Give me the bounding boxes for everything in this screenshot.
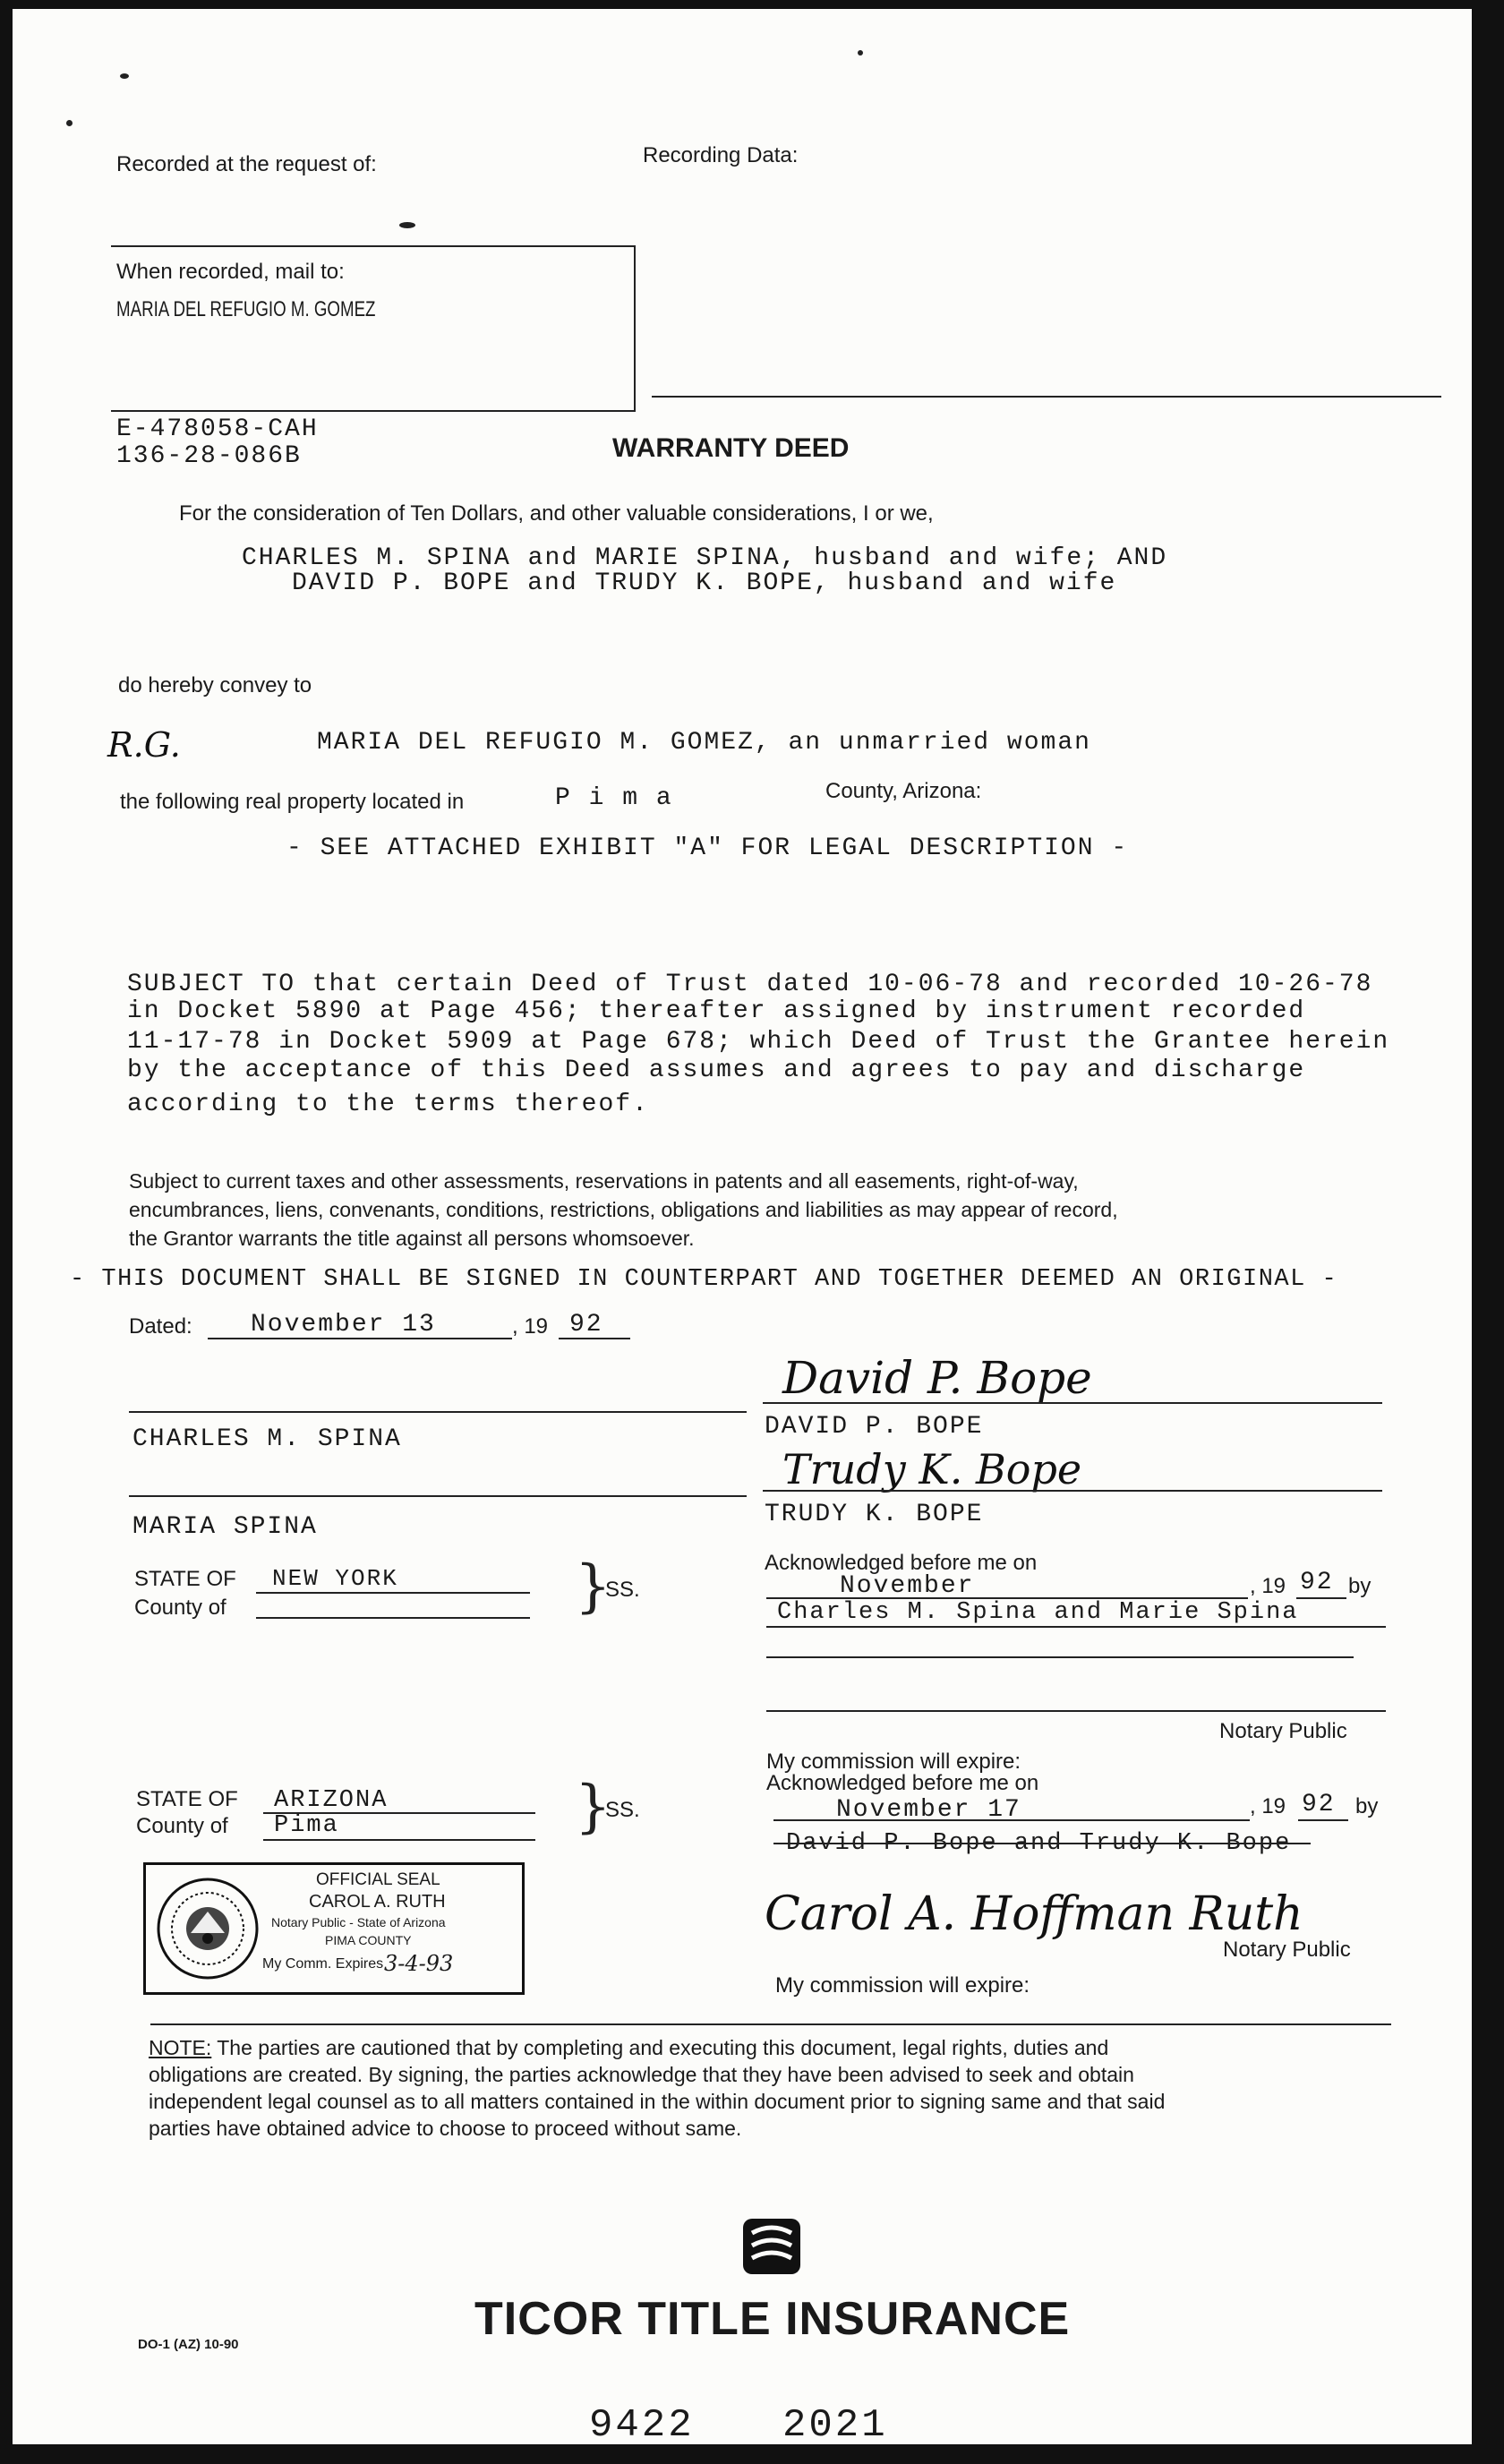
- commission-label-2: My commission will expire:: [775, 1973, 1030, 1998]
- document-title: WARRANTY DEED: [612, 433, 850, 463]
- mail-box-top-border: [111, 245, 636, 247]
- ack-parties-line-1: [766, 1626, 1386, 1628]
- ack-year-2: 92: [1302, 1791, 1336, 1818]
- notary-public-label-1: Notary Public: [1219, 1719, 1347, 1743]
- signature-line-david: [763, 1402, 1382, 1404]
- ack-month-1: November: [840, 1572, 975, 1600]
- ack-parties-1: Charles M. Spina and Marie Spina: [777, 1599, 1299, 1626]
- ack-parties-strike-2: [773, 1843, 1311, 1844]
- ss-bracket: }: [575, 1774, 611, 1840]
- grantor-initials: R.G.: [107, 725, 181, 765]
- county-value-az: Pima: [274, 1812, 339, 1839]
- file-number: E-478058-CAH: [116, 415, 319, 443]
- taxes-line: encumbrances, liens, convenants, conditions, restrictions, obligations and liabilities as may appear of record,: [129, 1198, 1118, 1221]
- signature-trudy-bope: Trudy K. Bope: [782, 1445, 1082, 1493]
- ack-label-2: Acknowledged before me on: [766, 1771, 1039, 1795]
- scan-speck: [66, 120, 73, 126]
- state-line-ny: [256, 1592, 530, 1594]
- seal-state-line: Notary Public - State of Arizona: [271, 1915, 446, 1929]
- ack-parties-2: David P. Bope and Trudy K. Bope: [786, 1830, 1292, 1857]
- signer-trudy-bope: TRUDY K. BOPE: [765, 1501, 984, 1528]
- counterpart-line: - THIS DOCUMENT SHALL BE SIGNED IN COUNTERPART AND TOGETHER DEEMED AN ORIGINAL -: [70, 1266, 1338, 1293]
- recording-data-line: [652, 396, 1441, 398]
- county-line-az: [263, 1839, 535, 1841]
- recorded-request-label: Recorded at the request of:: [116, 152, 377, 176]
- state-label-ny: STATE OF: [134, 1567, 236, 1591]
- form-code: DO-1 (AZ) 10-90: [138, 2337, 239, 2352]
- state-label-az: STATE OF: [136, 1787, 238, 1811]
- notary-signature: Carol A. Hoffman Ruth: [765, 1887, 1303, 1941]
- signature-line-trudy: [763, 1490, 1382, 1492]
- ack-century-1: , 19: [1250, 1574, 1286, 1598]
- ss-bracket: }: [575, 1553, 611, 1620]
- seal-county-line: PIMA COUNTY: [325, 1933, 412, 1947]
- ack-label-1: Acknowledged before me on: [765, 1551, 1038, 1575]
- mail-to-label: When recorded, mail to:: [116, 260, 345, 284]
- ack-year-line-2: [1298, 1819, 1348, 1821]
- county-line-ny: [256, 1617, 530, 1619]
- parcel-number: 136-28-086B: [116, 442, 302, 470]
- county-label-ny: County of: [134, 1596, 226, 1620]
- ack-year-1: 92: [1300, 1569, 1334, 1596]
- note-line: The parties are cautioned that by completing and executing this document, legal rights, duties and: [211, 2036, 1109, 2059]
- grantee-name: MARIA DEL REFUGIO M. GOMEZ, an unmarried woman: [317, 729, 1091, 757]
- grantors-line-2: DAVID P. BOPE and TRUDY K. BOPE, husband and wife: [292, 569, 1117, 597]
- ack-by-1: by: [1348, 1574, 1372, 1598]
- county-label-az: County of: [136, 1814, 228, 1838]
- signature-line-maria: [129, 1495, 747, 1497]
- company-name: TICOR TITLE INSURANCE: [474, 2293, 1071, 2345]
- state-value-az: ARIZONA: [274, 1787, 389, 1814]
- ss-label-ny: SS.: [605, 1578, 640, 1602]
- property-text: the following real property located in: [120, 790, 465, 814]
- ack-month-2: November 17: [836, 1796, 1021, 1824]
- note-divider: [150, 2023, 1391, 2025]
- taxes-line: Subject to current taxes and other assessments, reservations in patents and all easements, right-of-way,: [129, 1169, 1079, 1193]
- mail-box-right-border: [634, 245, 636, 410]
- grantors-line-1: CHARLES M. SPINA and MARIE SPINA, husband and wife; AND: [242, 544, 1168, 572]
- signature-david-bope: David P. Bope: [782, 1352, 1092, 1404]
- ack-by-2: by: [1355, 1794, 1379, 1818]
- mail-box-bottom-border: [111, 410, 636, 412]
- note-label: NOTE:: [149, 2036, 212, 2059]
- subject-line: by the acceptance of this Deed assumes and agrees to pay and discharge: [127, 1057, 1306, 1084]
- seal-title: OFFICIAL SEAL: [316, 1870, 440, 1889]
- mail-to-name: MARIA DEL REFUGIO M. GOMEZ: [116, 297, 376, 321]
- dated-date: November 13: [251, 1311, 436, 1339]
- convey-text: do hereby convey to: [118, 673, 312, 697]
- subject-line: according to the terms thereof.: [127, 1091, 649, 1118]
- note-paragraph: [149, 2034, 1165, 2142]
- county-name: P i m a: [555, 784, 673, 812]
- official-seal-stamp: [143, 1862, 525, 1995]
- ack-extra-line-1: [766, 1656, 1354, 1658]
- ticor-logo-icon: [739, 2215, 804, 2278]
- scan-speck: [399, 222, 415, 228]
- seal-expires-label: My Comm. Expires: [262, 1956, 384, 1972]
- page-number: 2021: [782, 2403, 888, 2444]
- subject-line: in Docket 5890 at Page 456; thereafter assigned by instrument recorded: [127, 997, 1306, 1025]
- scan-speck: [120, 73, 129, 79]
- arizona-seal-icon: [155, 1876, 261, 1981]
- notary-public-label-2: Notary Public: [1223, 1938, 1351, 1962]
- signer-david-bope: DAVID P. BOPE: [765, 1413, 984, 1441]
- scan-speck: [858, 50, 863, 56]
- note-line: parties have obtained advice to choose to proceed without same.: [149, 2117, 742, 2140]
- state-value-ny: NEW YORK: [272, 1565, 398, 1592]
- taxes-line: the Grantor warrants the title against all persons whomsoever.: [129, 1227, 695, 1250]
- docket-number: 9422: [589, 2403, 695, 2444]
- signer-charles-spina: CHARLES M. SPINA: [132, 1425, 402, 1453]
- ack-year-line-1: [1296, 1597, 1346, 1599]
- dated-century: , 19: [512, 1314, 549, 1339]
- exhibit-line: - SEE ATTACHED EXHIBIT "A" FOR LEGAL DESCRIPTION -: [286, 834, 1129, 862]
- subject-line: 11-17-78 in Docket 5909 at Page 678; which Deed of Trust the Grantee herein: [127, 1028, 1390, 1056]
- warranty-deed-page: [13, 9, 1472, 2444]
- county-suffix: County, Arizona:: [825, 779, 982, 803]
- notary-signature-line-1: [766, 1710, 1386, 1712]
- subject-line: SUBJECT TO that certain Deed of Trust dated 10-06-78 and recorded 10-26-78: [127, 971, 1373, 998]
- signer-maria-spina: MARIA SPINA: [132, 1513, 318, 1541]
- recording-data-label: Recording Data:: [643, 143, 799, 167]
- note-line: obligations are created. By signing, the parties acknowledge that they have been advised to seek and obtain: [149, 2063, 1134, 2086]
- dated-label: Dated:: [129, 1314, 192, 1339]
- consideration-text: For the consideration of Ten Dollars, and other valuable considerations, I or we,: [179, 501, 934, 526]
- ss-label-az: SS.: [605, 1798, 640, 1822]
- signature-line-charles: [129, 1411, 747, 1413]
- seal-notary-name: CAROL A. RUTH: [309, 1892, 446, 1912]
- ack-century-2: , 19: [1250, 1794, 1286, 1818]
- seal-expires-value: 3-4-93: [384, 1951, 454, 1976]
- note-line: independent legal counsel as to all matters contained in the within document prior to signing same and that said: [149, 2090, 1166, 2113]
- dated-year: 92: [569, 1311, 603, 1339]
- commission-label-1: My commission will expire:: [766, 1750, 1021, 1774]
